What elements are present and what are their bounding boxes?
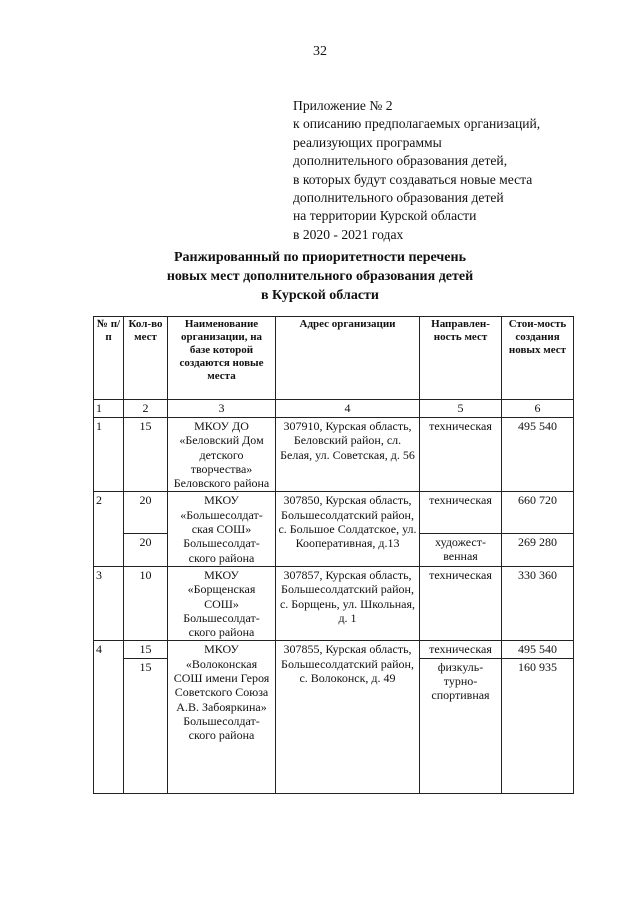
row-num: 3: [94, 566, 124, 640]
row-count: 15: [124, 641, 168, 658]
header-cost: Стои-мость создания новых мест: [502, 317, 574, 400]
row-num: 4: [94, 641, 124, 793]
row-address: 307857, Курская область, Большесолдатский район, с. Борщень, ул. Школьная, д. 1: [276, 566, 420, 640]
row-num: 2: [94, 492, 124, 566]
title-line: новых мест дополнительного образования детей: [166, 269, 474, 284]
title-line: в Курской области: [261, 288, 379, 303]
table-row: [94, 492, 574, 533]
appendix-line: к описанию предполагаемых организаций,: [293, 116, 541, 132]
row-organization: МКОУ «Большесолдат-ская СОШ» Большесолдат-ского района: [168, 492, 276, 566]
row-address: 307850, Курская область, Большесолдатский район, с. Большое Солдатское, ул. Кооперативная, д.13: [276, 492, 420, 566]
header-direction: Направлен-ность мест: [420, 317, 502, 400]
row-organization: МКОУ «Волоконская СОШ имени Героя Советского Союза А.В. Забояркина» Большесолдат-ского района: [168, 641, 276, 793]
column-number: 4: [276, 400, 420, 418]
appendix-line: Приложение № 2: [293, 98, 393, 113]
column-number: 3: [168, 400, 276, 418]
row-count: 20: [124, 492, 168, 533]
appendix-line: в 2020 - 2021 годах: [293, 226, 404, 242]
column-number: 5: [420, 400, 502, 418]
column-number: 6: [502, 400, 574, 418]
column-number: 2: [124, 400, 168, 418]
row-direction: художест-венная: [420, 533, 502, 566]
document-title: [0, 248, 640, 305]
row-count: 20: [124, 533, 168, 566]
row-address: 307855, Курская область, Большесолдатский район, с. Волоконск, д. 49: [276, 641, 420, 793]
table-row: [94, 566, 574, 640]
row-direction: техническая: [420, 418, 502, 492]
row-cost: 330 360: [502, 566, 574, 640]
table-row: [94, 641, 574, 658]
row-count: 15: [124, 418, 168, 492]
table-row: [94, 418, 574, 492]
row-count: 10: [124, 566, 168, 640]
header-address: Адрес организации: [276, 317, 420, 400]
row-cost: 495 540: [502, 418, 574, 492]
places-table: [93, 316, 574, 794]
row-address: 307910, Курская область, Беловский район, сл. Белая, ул. Советская, д. 56: [276, 418, 420, 492]
header-count: Кол-во мест: [124, 317, 168, 400]
appendix-line: в которых будут создаваться новые места: [293, 171, 533, 187]
row-direction: техническая: [420, 492, 502, 533]
row-organization: МКОУ «Борщенская СОШ» Большесолдат-ского района: [168, 566, 276, 640]
row-direction: техническая: [420, 641, 502, 658]
row-cost: 495 540: [502, 641, 574, 658]
appendix-header: [293, 97, 593, 244]
row-organization: МКОУ ДО «Беловский Дом детского творчества» Беловского района: [168, 418, 276, 492]
column-number-row: [94, 400, 574, 418]
header-name: Наименование организации, на базе которой создаются новые места: [168, 317, 276, 400]
page-number: 32: [313, 44, 327, 59]
row-direction: физкуль-турно-спортивная: [420, 658, 502, 793]
appendix-line: дополнительного образования детей,: [293, 153, 508, 169]
row-direction: техническая: [420, 566, 502, 640]
row-cost: 269 280: [502, 533, 574, 566]
row-cost: 160 935: [502, 658, 574, 793]
column-number: 1: [94, 400, 124, 418]
appendix-line: реализующих программы: [293, 134, 442, 150]
row-count: 15: [124, 658, 168, 793]
row-num: 1: [94, 418, 124, 492]
header-num: № п/п: [94, 317, 124, 400]
appendix-line: на территории Курской области: [293, 208, 477, 224]
appendix-line: дополнительного образования детей: [293, 190, 504, 206]
title-line: Ранжированный по приоритетности перечень: [173, 250, 466, 265]
row-cost: 660 720: [502, 492, 574, 533]
header-row: [94, 317, 574, 400]
